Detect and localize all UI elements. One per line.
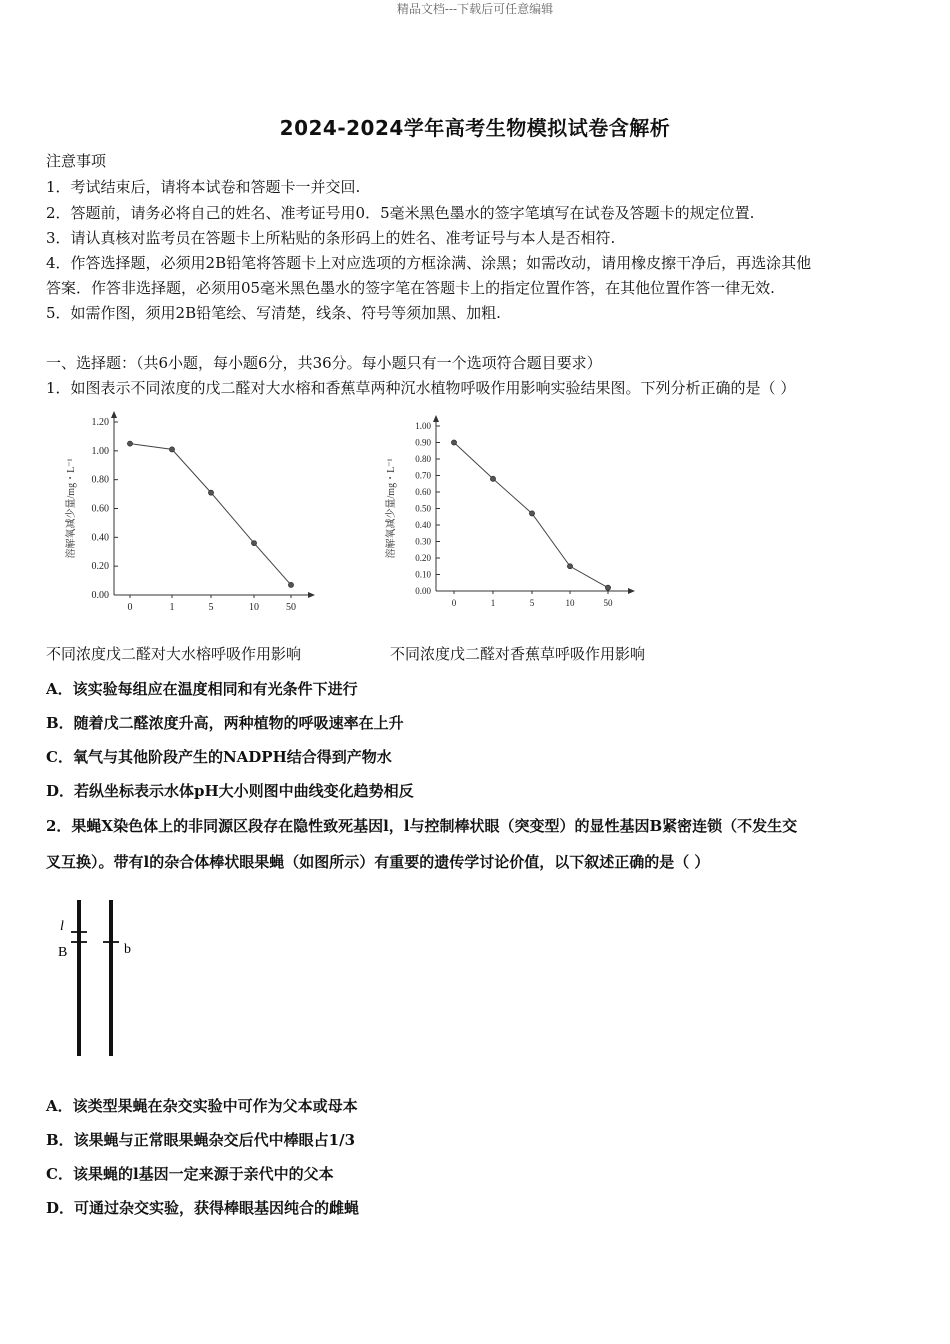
notice-heading: 注意事项 <box>46 152 107 170</box>
y-tick-label: 0.60 <box>415 487 431 497</box>
data-point <box>567 564 572 569</box>
data-point <box>169 447 174 452</box>
x-tick-label: 1 <box>490 598 496 608</box>
y-tick-label: 0.80 <box>91 474 109 486</box>
x-tick-label: 10 <box>249 602 259 613</box>
option-d: D．若纵坐标表示水体pH大小则图中曲线变化趋势相反 <box>46 782 414 800</box>
data-point <box>490 476 495 481</box>
gene-label-l: l <box>60 919 64 934</box>
option-b: B．该果蝇与正常眼果蝇杂交后代中棒眼占1/3 <box>46 1131 356 1149</box>
y-axis-label: 溶解氧减少量/mg・L⁻¹ <box>386 458 397 559</box>
option-a: A．该类型果蝇在杂交实验中可作为父本或母本 <box>46 1097 358 1115</box>
chart-dashuirong <box>58 400 338 620</box>
data-point <box>127 441 132 446</box>
data-point <box>529 511 534 516</box>
y-tick-label: 1.20 <box>91 417 109 428</box>
y-tick-label: 0.70 <box>415 470 431 481</box>
y-tick-label: 0.50 <box>415 503 431 514</box>
x-tick-label: 50 <box>603 598 613 608</box>
y-tick-label: 0.00 <box>91 590 109 601</box>
notice-item: 答案．作答非选择题，必须用05毫米黑色墨水的签字笔在答题卡上的指定位置作答，在其他位置作答一律无效. <box>46 279 775 297</box>
y-tick-label: 0.10 <box>415 569 431 580</box>
y-axis-arrow <box>111 411 117 418</box>
data-point <box>251 541 256 546</box>
question-1-stem: 1．如图表示不同浓度的戊二醛对大水榕和香蕉草两种沉水植物呼吸作用影响实验结果图。下列分析正确的是（ ） <box>46 379 796 397</box>
y-tick-label: 0.00 <box>415 586 431 596</box>
x-axis-arrow <box>628 588 635 594</box>
y-tick-label: 1.00 <box>415 421 431 431</box>
question-2-stem-line1: 2．果蝇X染色体上的非同源区段存在隐性致死基因l，l与控制棒状眼（突变型）的显性基因B紧密连锁（不发生交 <box>46 817 798 835</box>
option-c: C．氧气与其他阶段产生的NADPH结合得到产物水 <box>46 748 392 766</box>
x-tick-label: 5 <box>208 602 214 613</box>
option-a: A．该实验每组应在温度相同和有光条件下进行 <box>46 680 358 698</box>
page-title: 2024-2024学年高考生物模拟试卷含解析 <box>279 116 671 140</box>
option-b: B．随着戊二醛浓度升高，两种植物的呼吸速率在上升 <box>46 714 404 732</box>
notice-item: 1．考试结束后，请将本试卷和答题卡一并交回. <box>46 178 361 196</box>
y-tick-label: 1.00 <box>91 445 109 457</box>
data-point <box>288 582 293 587</box>
chart-xiangjiaocao <box>378 400 658 620</box>
option-d: D．可通过杂交实验，获得棒眼基因纯合的雌蝇 <box>46 1199 360 1217</box>
y-tick-label: 0.60 <box>91 503 109 515</box>
series-line <box>130 444 291 585</box>
y-tick-label: 0.40 <box>415 520 431 530</box>
data-point <box>605 585 610 590</box>
y-tick-label: 0.30 <box>415 536 431 547</box>
notice-item: 2．答题前，请务必将自己的姓名、准考证号用0．5毫米黑色墨水的签字笔填写在试卷及答题卡的规定位置. <box>46 204 755 222</box>
x-tick-label: 0 <box>127 602 133 613</box>
x-tick-label: 1 <box>169 602 175 613</box>
x-tick-label: 0 <box>451 598 457 608</box>
data-point <box>208 490 213 495</box>
chart-caption-right: 不同浓度戊二醛对香蕉草呼吸作用影响 <box>390 645 646 663</box>
chart-caption-left: 不同浓度戊二醛对大水榕呼吸作用影响 <box>46 645 302 663</box>
section-heading: 一、选择题：（共6小题，每小题6分，共36分。每小题只有一个选项符合题目要求） <box>46 354 602 372</box>
y-tick-label: 0.80 <box>415 454 431 464</box>
gene-label-B: B <box>58 945 68 960</box>
y-tick-label: 0.40 <box>91 532 109 544</box>
gene-label-b: b <box>124 942 131 957</box>
x-axis-arrow <box>308 592 315 598</box>
y-tick-label: 0.20 <box>91 561 109 573</box>
notice-item: 5．如需作图，须用2B铅笔绘、写清楚，线条、符号等须加黑、加粗. <box>46 304 501 322</box>
chromosome-diagram <box>55 898 155 1063</box>
notice-item: 4．作答选择题，必须用2B铅笔将答题卡上对应选项的方框涂满、涂黑；如需改动，请用橡皮擦干净后，再选涂其他 <box>46 254 812 272</box>
x-tick-label: 50 <box>286 602 296 613</box>
y-axis-label: 溶解氧减少量/mg・L⁻¹ <box>66 458 77 559</box>
notice-item: 3．请认真核对监考员在答题卡上所粘贴的条形码上的姓名、准考证号与本人是否相符. <box>46 229 616 247</box>
option-c: C．该果蝇的l基因一定来源于亲代中的父本 <box>46 1165 334 1183</box>
y-axis-arrow <box>433 415 439 422</box>
question-2-stem-line2: 叉互换）。带有l的杂合体棒状眼果蝇（如图所示）有重要的遗传学讨论价值，以下叙述正确的是（ ） <box>46 853 710 871</box>
x-tick-label: 10 <box>565 598 575 608</box>
y-tick-label: 0.90 <box>415 437 431 448</box>
header-note: 精品文档---下载后可任意编辑 <box>396 2 554 16</box>
y-tick-label: 0.20 <box>415 553 431 563</box>
data-point <box>451 440 456 445</box>
x-tick-label: 5 <box>529 598 535 608</box>
